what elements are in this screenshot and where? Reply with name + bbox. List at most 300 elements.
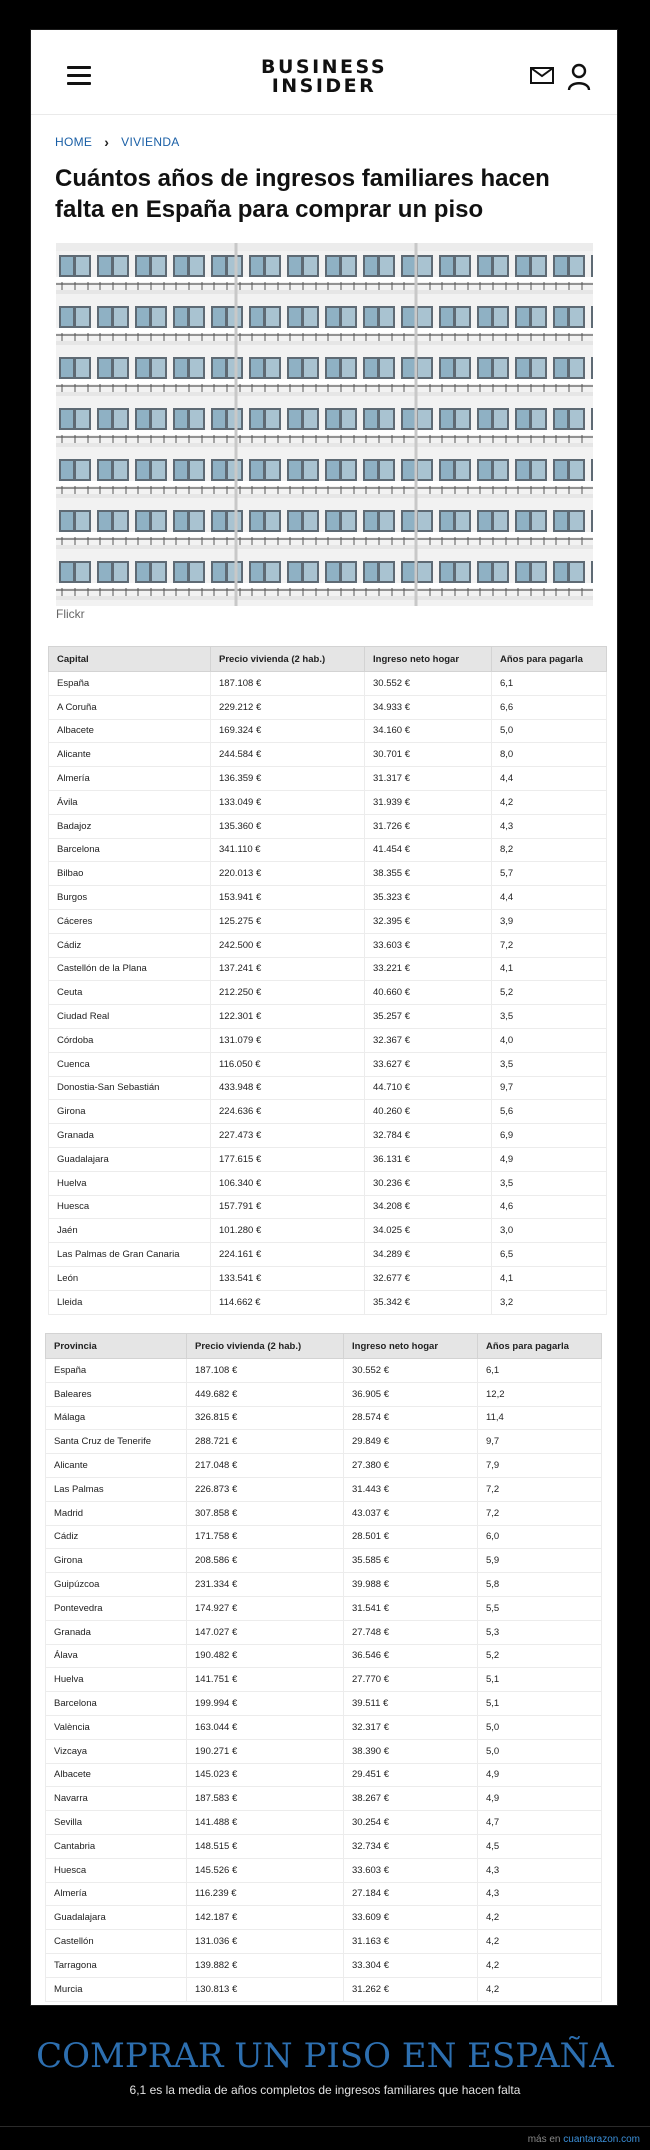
table-cell: 5,9 — [478, 1549, 602, 1573]
table-cell: Castellón de la Plana — [49, 957, 211, 981]
table-row — [49, 933, 607, 957]
table-cell: 27.770 € — [344, 1668, 478, 1692]
table-cell: Álava — [46, 1644, 187, 1668]
table-row — [49, 1219, 607, 1243]
table-cell: Cuenca — [49, 1052, 211, 1076]
table-row — [46, 1382, 602, 1406]
table-cell: 4,1 — [492, 1266, 607, 1290]
table-cell: 31.443 € — [344, 1477, 478, 1501]
table-cell: 3,5 — [492, 1171, 607, 1195]
table-header-row — [49, 647, 607, 672]
provinces-table — [45, 1333, 602, 2002]
table-row — [49, 886, 607, 910]
table-cell: 33.603 € — [365, 933, 492, 957]
table-row — [49, 695, 607, 719]
table-cell: 36.546 € — [344, 1644, 478, 1668]
table-cell: 29.451 € — [344, 1763, 478, 1787]
mail-icon[interactable] — [530, 67, 554, 84]
table-cell: 169.324 € — [211, 719, 365, 743]
table-cell: 38.267 € — [344, 1787, 478, 1811]
table-cell: Girona — [49, 1100, 211, 1124]
breadcrumb-section-link[interactable]: VIVIENDA — [121, 135, 180, 149]
table-cell: 9,7 — [492, 1076, 607, 1100]
table-cell: 122.301 € — [211, 1005, 365, 1029]
table-cell: Guadalajara — [46, 1906, 187, 1930]
table-cell: 101.280 € — [211, 1219, 365, 1243]
table-row — [46, 1406, 602, 1430]
table-cell: 231.334 € — [187, 1573, 344, 1597]
table-cell: Murcia — [46, 1977, 187, 2001]
chevron-right-icon: › — [104, 134, 110, 150]
table-cell: 6,5 — [492, 1243, 607, 1267]
table-cell: Tarragona — [46, 1953, 187, 1977]
table-row — [46, 1596, 602, 1620]
table-cell: 4,6 — [492, 1195, 607, 1219]
table-cell: 32.677 € — [365, 1266, 492, 1290]
table-row — [49, 1290, 607, 1314]
footer — [528, 2134, 640, 2145]
table-cell: 114.662 € — [211, 1290, 365, 1314]
table-cell: 35.585 € — [344, 1549, 478, 1573]
table-cell: 5,6 — [492, 1100, 607, 1124]
column-header: Provincia — [46, 1334, 187, 1359]
table-cell: A Coruña — [49, 695, 211, 719]
column-header: Años para pagarla — [478, 1334, 602, 1359]
table-cell: 32.784 € — [365, 1124, 492, 1148]
table-cell: 4,1 — [492, 957, 607, 981]
table-cell: 35.257 € — [365, 1005, 492, 1029]
table-cell: Bilbao — [49, 862, 211, 886]
table-cell: Navarra — [46, 1787, 187, 1811]
table-cell: 137.241 € — [211, 957, 365, 981]
table-cell: 32.734 € — [344, 1834, 478, 1858]
table-cell: 145.526 € — [187, 1858, 344, 1882]
table-row — [46, 1739, 602, 1763]
table-cell: Barcelona — [46, 1692, 187, 1716]
table-row — [46, 1477, 602, 1501]
post-subtitle: 6,1 es la media de años completos de ingresos familiares que hacen falta — [129, 2083, 521, 2097]
table-cell: 29.849 € — [344, 1430, 478, 1454]
table-cell: 5,0 — [478, 1739, 602, 1763]
table-cell: 3,5 — [492, 1052, 607, 1076]
table-cell: 8,0 — [492, 743, 607, 767]
table-row — [46, 1454, 602, 1478]
table-cell: 131.036 € — [187, 1930, 344, 1954]
table-cell: 163.044 € — [187, 1715, 344, 1739]
table-cell: 30.701 € — [365, 743, 492, 767]
table-row — [49, 1124, 607, 1148]
table-cell: 307.858 € — [187, 1501, 344, 1525]
table-cell: 44.710 € — [365, 1076, 492, 1100]
table-cell: 4,3 — [492, 814, 607, 838]
table-cell: 6,1 — [478, 1359, 602, 1383]
table-row — [49, 1147, 607, 1171]
table-cell: 190.271 € — [187, 1739, 344, 1763]
table-cell: 139.882 € — [187, 1953, 344, 1977]
table-row — [49, 1076, 607, 1100]
table-cell: 39.511 € — [344, 1692, 478, 1716]
table-cell: 30.254 € — [344, 1811, 478, 1835]
table-row — [46, 1906, 602, 1930]
table-cell: Vizcaya — [46, 1739, 187, 1763]
table-cell: León — [49, 1266, 211, 1290]
table-cell: 220.013 € — [211, 862, 365, 886]
table-row — [46, 1882, 602, 1906]
table-row — [49, 1195, 607, 1219]
table-row — [46, 1549, 602, 1573]
table-cell: Alicante — [46, 1454, 187, 1478]
table-cell: 145.023 € — [187, 1763, 344, 1787]
table-cell: 34.025 € — [365, 1219, 492, 1243]
table-row — [46, 1692, 602, 1716]
table-cell: 4,0 — [492, 1028, 607, 1052]
image-caption: Flickr — [56, 607, 85, 621]
table-cell: 224.161 € — [211, 1243, 365, 1267]
table-row — [46, 1834, 602, 1858]
table-cell: 212.250 € — [211, 981, 365, 1005]
column-header: Ingreso neto hogar — [344, 1334, 478, 1359]
table-cell: 187.108 € — [187, 1359, 344, 1383]
table-cell: 40.660 € — [365, 981, 492, 1005]
table-cell: 5,5 — [478, 1596, 602, 1620]
table-cell: 27.380 € — [344, 1454, 478, 1478]
table-cell: 35.342 € — [365, 1290, 492, 1314]
table-cell: Ceuta — [49, 981, 211, 1005]
table-cell: 31.163 € — [344, 1930, 478, 1954]
table-cell: 4,4 — [492, 767, 607, 791]
table-cell: 326.815 € — [187, 1406, 344, 1430]
footer-site-link[interactable]: cuantarazon.com — [563, 2134, 640, 2145]
table-cell: 174.927 € — [187, 1596, 344, 1620]
column-header: Precio vivienda (2 hab.) — [187, 1334, 344, 1359]
table-cell: 39.988 € — [344, 1573, 478, 1597]
table-cell: 187.108 € — [211, 672, 365, 696]
table-cell: 242.500 € — [211, 933, 365, 957]
table-row — [49, 909, 607, 933]
table-cell: 449.682 € — [187, 1382, 344, 1406]
table-row — [46, 1977, 602, 2001]
table-cell: 33.304 € — [344, 1953, 478, 1977]
table-cell: Albacete — [46, 1763, 187, 1787]
table-cell: 187.583 € — [187, 1787, 344, 1811]
table-row — [49, 981, 607, 1005]
table-cell: 148.515 € — [187, 1834, 344, 1858]
table-cell: 7,2 — [478, 1477, 602, 1501]
table-cell: 224.636 € — [211, 1100, 365, 1124]
table-row — [46, 1525, 602, 1549]
table-cell: 11,4 — [478, 1406, 602, 1430]
table-cell: 36.905 € — [344, 1382, 478, 1406]
table-cell: 3,9 — [492, 909, 607, 933]
column-header: Ingreso neto hogar — [365, 647, 492, 672]
site-header — [31, 30, 617, 115]
column-header: Capital — [49, 647, 211, 672]
table-cell: 4,2 — [478, 1953, 602, 1977]
table-cell: España — [46, 1359, 187, 1383]
table-cell: 30.552 € — [365, 672, 492, 696]
table-cell: 133.541 € — [211, 1266, 365, 1290]
table-cell: Granada — [49, 1124, 211, 1148]
table-row — [46, 1787, 602, 1811]
table-cell: Málaga — [46, 1406, 187, 1430]
table-cell: 135.360 € — [211, 814, 365, 838]
table-cell: Donostia-San Sebastián — [49, 1076, 211, 1100]
table-cell: 153.941 € — [211, 886, 365, 910]
table-row — [46, 1763, 602, 1787]
table-cell: Badajoz — [49, 814, 211, 838]
table-cell: 5,1 — [478, 1668, 602, 1692]
table-cell: 28.574 € — [344, 1406, 478, 1430]
table-cell: 288.721 € — [187, 1430, 344, 1454]
table-row — [49, 672, 607, 696]
table-cell: 157.791 € — [211, 1195, 365, 1219]
table-cell: 12,2 — [478, 1382, 602, 1406]
table-cell: Huesca — [46, 1858, 187, 1882]
table-cell: 141.751 € — [187, 1668, 344, 1692]
table-row — [49, 1171, 607, 1195]
breadcrumb-home-link[interactable]: HOME — [55, 135, 93, 149]
table-row — [46, 1359, 602, 1383]
table-cell: 6,1 — [492, 672, 607, 696]
table-cell: Sevilla — [46, 1811, 187, 1835]
table-cell: Alicante — [49, 743, 211, 767]
table-cell: Pontevedra — [46, 1596, 187, 1620]
table-cell: 9,7 — [478, 1430, 602, 1454]
table-row — [49, 743, 607, 767]
table-cell: Cáceres — [49, 909, 211, 933]
table-cell: 341.110 € — [211, 838, 365, 862]
table-row — [49, 814, 607, 838]
table-cell: 5,0 — [478, 1715, 602, 1739]
table-cell: 31.726 € — [365, 814, 492, 838]
table-row — [46, 1501, 602, 1525]
table-cell: 27.184 € — [344, 1882, 478, 1906]
table-cell: 244.584 € — [211, 743, 365, 767]
table-row — [46, 1715, 602, 1739]
table-cell: 4,2 — [492, 790, 607, 814]
table-cell: Lleida — [49, 1290, 211, 1314]
table-cell: 3,5 — [492, 1005, 607, 1029]
table-cell: 6,0 — [478, 1525, 602, 1549]
table-cell: 34.160 € — [365, 719, 492, 743]
table-cell: 141.488 € — [187, 1811, 344, 1835]
table-row — [46, 1644, 602, 1668]
table-cell: Guadalajara — [49, 1147, 211, 1171]
table-cell: 4,9 — [478, 1787, 602, 1811]
table-row — [49, 767, 607, 791]
table-cell: España — [49, 672, 211, 696]
table-cell: Ávila — [49, 790, 211, 814]
table-cell: 142.187 € — [187, 1906, 344, 1930]
table-cell: 5,2 — [478, 1644, 602, 1668]
table-cell: 4,4 — [492, 886, 607, 910]
table-cell: 130.813 € — [187, 1977, 344, 2001]
table-cell: Almería — [49, 767, 211, 791]
column-header: Años para pagarla — [492, 647, 607, 672]
table-cell: 33.221 € — [365, 957, 492, 981]
table-cell: 4,3 — [478, 1858, 602, 1882]
table-cell: 5,8 — [478, 1573, 602, 1597]
table-cell: València — [46, 1715, 187, 1739]
table-cell: Las Palmas — [46, 1477, 187, 1501]
table-cell: 4,2 — [478, 1930, 602, 1954]
table-cell: Castellón — [46, 1930, 187, 1954]
table-cell: 147.027 € — [187, 1620, 344, 1644]
table-cell: 226.873 € — [187, 1477, 344, 1501]
table-cell: 4,2 — [478, 1977, 602, 2001]
table-row — [49, 862, 607, 886]
table-cell: 3,2 — [492, 1290, 607, 1314]
logo-line-2: INSIDER — [271, 75, 377, 97]
table-cell: 31.262 € — [344, 1977, 478, 2001]
table-cell: 177.615 € — [211, 1147, 365, 1171]
article-title: Cuántos años de ingresos familiares hacen falta en España para comprar un piso — [55, 165, 550, 223]
table-cell: 116.239 € — [187, 1882, 344, 1906]
table-row — [46, 1668, 602, 1692]
table-cell: 190.482 € — [187, 1644, 344, 1668]
table-cell: 34.933 € — [365, 695, 492, 719]
table-cell: 5,1 — [478, 1692, 602, 1716]
table-cell: Baleares — [46, 1382, 187, 1406]
table-cell: 227.473 € — [211, 1124, 365, 1148]
table-cell: 40.260 € — [365, 1100, 492, 1124]
table-cell: 199.994 € — [187, 1692, 344, 1716]
table-cell: Madrid — [46, 1501, 187, 1525]
table-row — [49, 1005, 607, 1029]
footer-divider — [0, 2126, 650, 2127]
table-cell: Albacete — [49, 719, 211, 743]
table-row — [49, 1052, 607, 1076]
table-cell: Barcelona — [49, 838, 211, 862]
table-row — [46, 1953, 602, 1977]
table-cell: 35.323 € — [365, 886, 492, 910]
table-cell: 31.541 € — [344, 1596, 478, 1620]
table-cell: 31.317 € — [365, 767, 492, 791]
table-row — [49, 1266, 607, 1290]
table-cell: Girona — [46, 1549, 187, 1573]
table-header-row — [46, 1334, 602, 1359]
table-cell: 4,9 — [478, 1763, 602, 1787]
table-cell: 32.317 € — [344, 1715, 478, 1739]
table-cell: 4,5 — [478, 1834, 602, 1858]
table-cell: Granada — [46, 1620, 187, 1644]
table-row — [49, 838, 607, 862]
table-row — [46, 1620, 602, 1644]
table-row — [46, 1573, 602, 1597]
table-cell: 7,2 — [492, 933, 607, 957]
table-cell: 30.236 € — [365, 1171, 492, 1195]
footer-prefix: más en — [527, 2134, 561, 2145]
table-cell: 4,7 — [478, 1811, 602, 1835]
table-cell: 133.049 € — [211, 790, 365, 814]
table-cell: 7,2 — [478, 1501, 602, 1525]
table-row — [49, 957, 607, 981]
table-row — [49, 719, 607, 743]
table-cell: 28.501 € — [344, 1525, 478, 1549]
post-headline: COMPRAR UN PISO EN ESPAÑA — [36, 2036, 614, 2076]
table-cell: 171.758 € — [187, 1525, 344, 1549]
table-cell: 32.367 € — [365, 1028, 492, 1052]
breadcrumb — [55, 134, 180, 150]
table-row — [46, 1858, 602, 1882]
table-cell: 116.050 € — [211, 1052, 365, 1076]
table-cell: 6,6 — [492, 695, 607, 719]
table-cell: 33.609 € — [344, 1906, 478, 1930]
table-cell: Huelva — [46, 1668, 187, 1692]
table-row — [49, 790, 607, 814]
table-cell: Las Palmas de Gran Canaria — [49, 1243, 211, 1267]
table-cell: 106.340 € — [211, 1171, 365, 1195]
logo-line-1: BUSINESS — [260, 56, 388, 78]
table-cell: 30.552 € — [344, 1359, 478, 1383]
table-row — [46, 1811, 602, 1835]
table-cell: 3,0 — [492, 1219, 607, 1243]
table-cell: Cantabria — [46, 1834, 187, 1858]
table-cell: 433.948 € — [211, 1076, 365, 1100]
table-cell: Huelva — [49, 1171, 211, 1195]
table-cell: Jaén — [49, 1219, 211, 1243]
table-cell: 5,3 — [478, 1620, 602, 1644]
table-cell: 36.131 € — [365, 1147, 492, 1171]
capitals-table — [48, 646, 607, 1315]
table-cell: 8,2 — [492, 838, 607, 862]
table-cell: 5,2 — [492, 981, 607, 1005]
table-row — [46, 1930, 602, 1954]
table-cell: Almería — [46, 1882, 187, 1906]
table-cell: 217.048 € — [187, 1454, 344, 1478]
table-cell: 229.212 € — [211, 695, 365, 719]
table-cell: 136.359 € — [211, 767, 365, 791]
building-facade-photo — [56, 243, 593, 606]
table-row — [49, 1028, 607, 1052]
table-cell: 33.627 € — [365, 1052, 492, 1076]
user-icon[interactable] — [567, 63, 591, 91]
table-cell: 27.748 € — [344, 1620, 478, 1644]
table-cell: 38.355 € — [365, 862, 492, 886]
table-row — [49, 1243, 607, 1267]
table-row — [46, 1430, 602, 1454]
table-cell: Ciudad Real — [49, 1005, 211, 1029]
table-cell: 31.939 € — [365, 790, 492, 814]
table-cell: 6,9 — [492, 1124, 607, 1148]
table-cell: 4,9 — [492, 1147, 607, 1171]
column-header: Precio vivienda (2 hab.) — [211, 647, 365, 672]
table-cell: 43.037 € — [344, 1501, 478, 1525]
table-cell: Cádiz — [49, 933, 211, 957]
table-cell: Guipúzcoa — [46, 1573, 187, 1597]
table-cell: 32.395 € — [365, 909, 492, 933]
table-cell: 208.586 € — [187, 1549, 344, 1573]
table-cell: Burgos — [49, 886, 211, 910]
table-cell: 34.289 € — [365, 1243, 492, 1267]
table-cell: 4,3 — [478, 1882, 602, 1906]
table-cell: Huesca — [49, 1195, 211, 1219]
table-cell: 7,9 — [478, 1454, 602, 1478]
table-cell: 5,7 — [492, 862, 607, 886]
table-cell: 125.275 € — [211, 909, 365, 933]
table-cell: 34.208 € — [365, 1195, 492, 1219]
table-cell: Córdoba — [49, 1028, 211, 1052]
table-row — [49, 1100, 607, 1124]
table-cell: 131.079 € — [211, 1028, 365, 1052]
table-cell: Cádiz — [46, 1525, 187, 1549]
table-cell: 33.603 € — [344, 1858, 478, 1882]
table-cell: 41.454 € — [365, 838, 492, 862]
table-cell: 4,2 — [478, 1906, 602, 1930]
table-cell: Santa Cruz de Tenerife — [46, 1430, 187, 1454]
article-card — [31, 30, 617, 2005]
table-cell: 38.390 € — [344, 1739, 478, 1763]
